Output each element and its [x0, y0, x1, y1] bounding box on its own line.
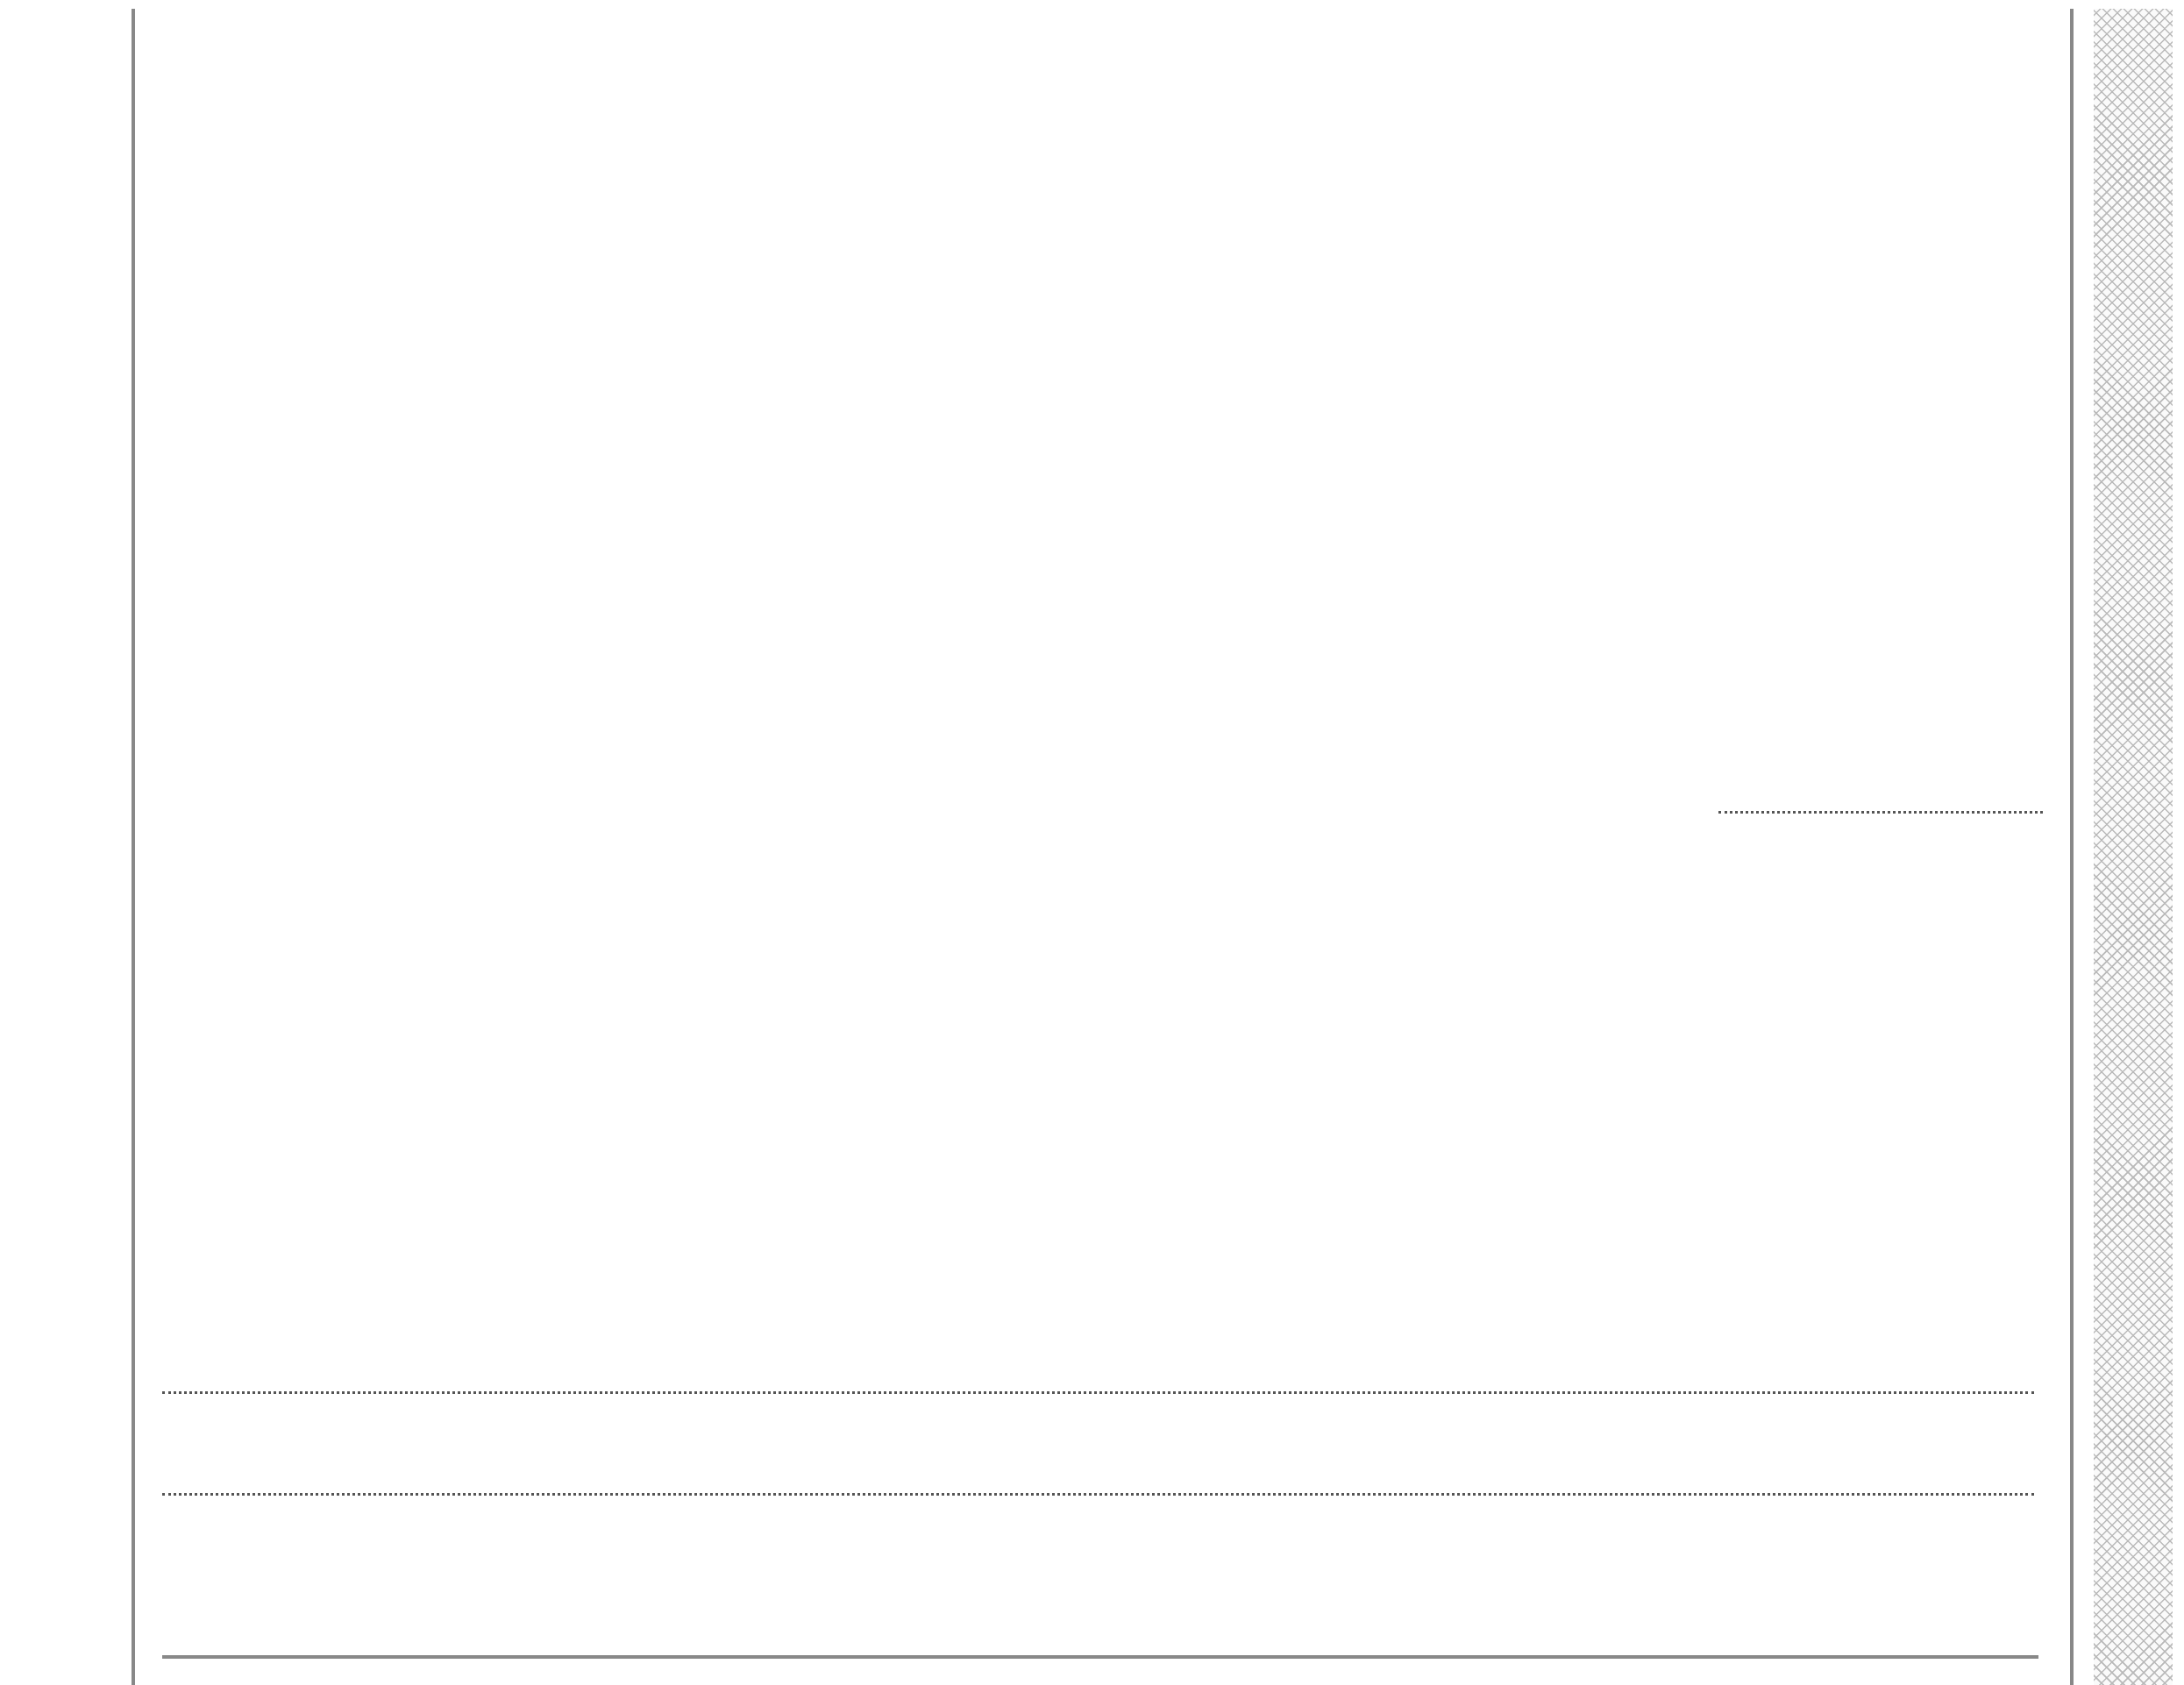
- do-not-write-margin: [2094, 9, 2173, 1685]
- part-b-answer-line-2[interactable]: [162, 1493, 2034, 1496]
- pattern-diagrams: [0, 0, 2017, 473]
- part-b-answer-line-1[interactable]: [162, 1391, 2034, 1394]
- right-margin-rule: [2070, 9, 2074, 1685]
- bottom-rule: [162, 1655, 2038, 1659]
- part-a-answer-line[interactable]: [1718, 811, 2043, 814]
